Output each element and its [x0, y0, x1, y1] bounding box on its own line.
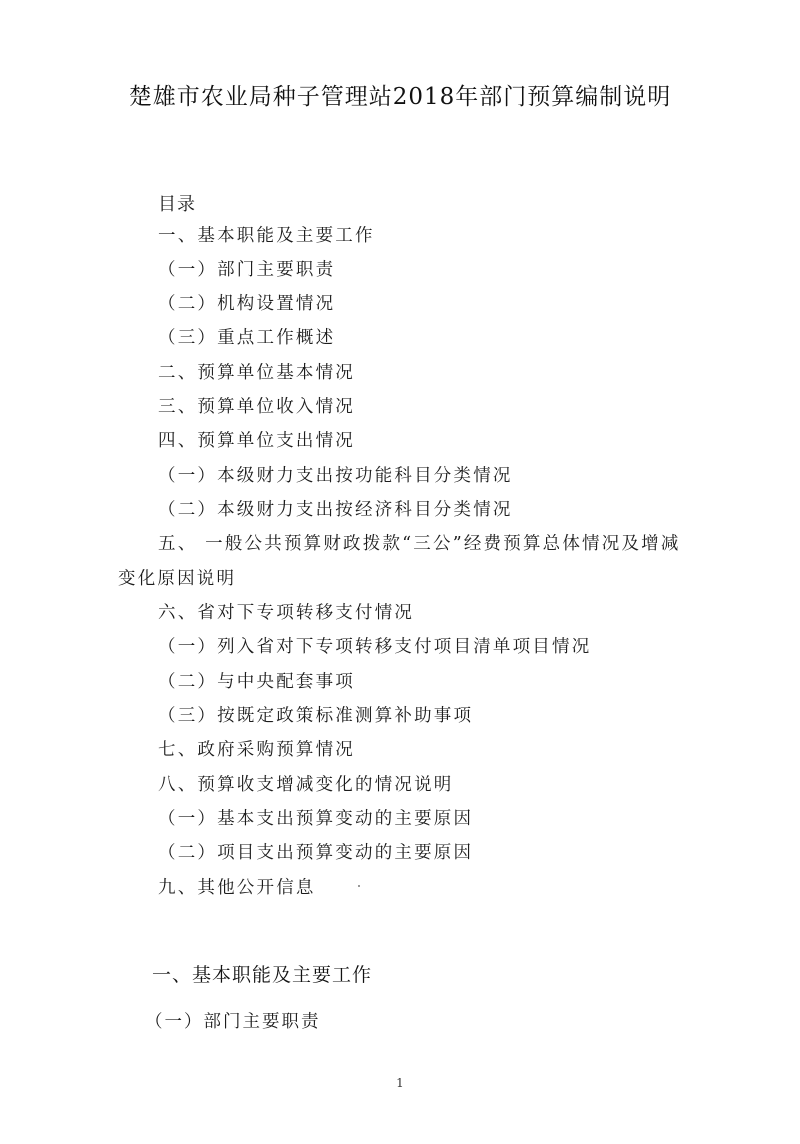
- toc-item: （二）机构设置情况: [158, 294, 336, 314]
- toc-item: 变化原因说明: [118, 569, 237, 589]
- toc-item: 六、省对下专项转移支付情况: [158, 603, 415, 623]
- toc-item: 八、预算收支增减变化的情况说明: [158, 775, 454, 795]
- page-number: 1: [396, 1076, 404, 1090]
- toc-item: 四、预算单位支出情况: [158, 431, 355, 451]
- toc-item: （二）与中央配套事项: [158, 672, 355, 692]
- toc-item: 一、基本职能及主要工作: [158, 226, 375, 246]
- toc-item: （一）列入省对下专项转移支付项目清单项目情况: [158, 637, 592, 657]
- toc-item: （二）项目支出预算变动的主要原因: [158, 843, 474, 863]
- toc-item: （一）本级财力支出按功能科目分类情况: [158, 466, 513, 486]
- toc-item: （一）部门主要职责: [158, 260, 336, 280]
- toc-item: 五、 一般公共预算财政拨款“三公”经费预算总体情况及增减: [158, 534, 681, 554]
- document-title: 楚雄市农业局种子管理站2018年部门预算编制说明: [128, 84, 672, 110]
- toc-item: （三）按既定政策标准测算补助事项: [158, 706, 474, 726]
- toc-item: 三、预算单位收入情况: [158, 397, 355, 417]
- scan-speck: [358, 885, 360, 887]
- section-heading: 一、基本职能及主要工作: [152, 964, 373, 986]
- toc-item: （二）本级财力支出按经济科目分类情况: [158, 500, 513, 520]
- toc-item: 七、政府采购预算情况: [158, 740, 355, 760]
- sub-heading: （一）部门主要职责: [145, 1012, 321, 1032]
- toc-item: 九、其他公开信息: [158, 878, 316, 898]
- toc-item: （一）基本支出预算变动的主要原因: [158, 809, 474, 829]
- toc-heading: 目录: [158, 194, 196, 215]
- toc-item: 二、预算单位基本情况: [158, 363, 355, 383]
- toc-item: （三）重点工作概述: [158, 328, 336, 348]
